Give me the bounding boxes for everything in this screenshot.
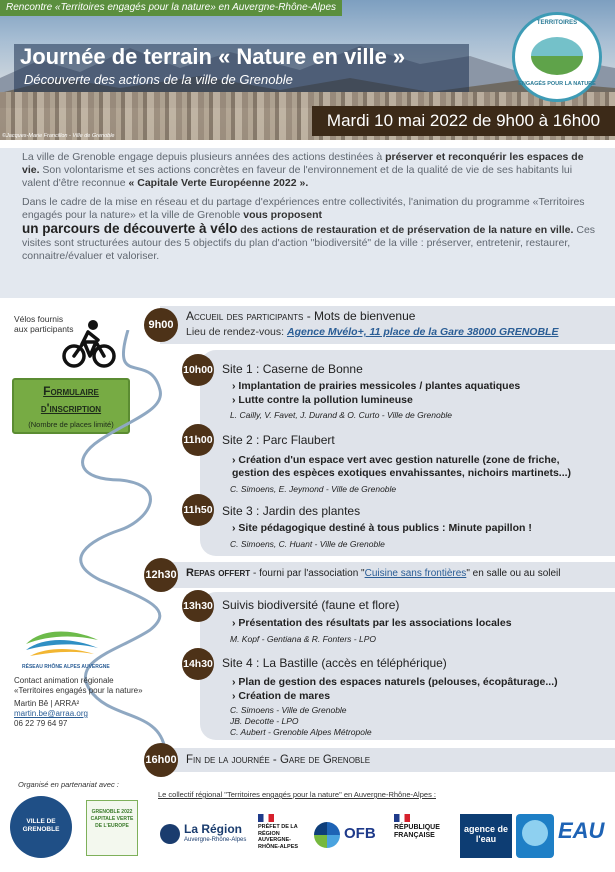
region-logo: La Région Auvergne-Rhône-Alpes: [160, 820, 252, 850]
page-title: Journée de terrain « Nature en ville »: [20, 44, 406, 69]
site1-title: Site 1 : Caserne de Bonne: [222, 362, 363, 376]
logo-top-text: TERRITOIRES: [536, 20, 578, 26]
flag-icon: [394, 814, 410, 822]
cuisine-link[interactable]: Cuisine sans frontières: [364, 568, 467, 579]
site4-bullet-2: › Création de mares: [232, 690, 331, 702]
prefet-logo: PRÉFET DE LA RÉGION AUVERGNE-RHÔNE-ALPES: [258, 814, 310, 856]
contact-block: Contact animation régionale «Territoires engagés pour la nature» Martin Bê | ARRA² martin.be@arraa.org 06 22 79 64 97: [14, 676, 143, 728]
time-badge-accueil: 9h00: [144, 308, 178, 342]
site4-author-3: C. Aubert - Grenoble Alpes Métropole: [230, 727, 372, 737]
site1-authors: L. Cailly, V. Favet, J. Durand & O. Curto - Ville de Grenoble: [230, 410, 453, 420]
fin-title: Fin de la journée - Gare de Grenoble: [186, 754, 371, 766]
contact-email-link[interactable]: martin.be@arraa.org: [14, 709, 88, 718]
velos-note: Vélos fournis aux participants: [14, 314, 74, 334]
territoires-engages-logo: [512, 12, 602, 102]
site2-title: Site 2 : Parc Flaubert: [222, 433, 335, 447]
site4-bullet-1: › Plan de gestion des espaces naturels (pelouses, écopâturage...): [232, 676, 558, 688]
ofb-logo: OFB: [314, 822, 388, 850]
event-banner: Rencontre «Territoires engagés pour la nature» en Auvergne-Rhône-Alpes: [0, 0, 342, 16]
time-badge-fin: 16h00: [144, 743, 178, 777]
event-date: Mardi 10 mai 2022 de 9h00 à 16h00: [312, 106, 615, 136]
accueil-location: Lieu de rendez-vous: Agence Mvélo+, 11 place de la Gare 38000 GRENOBLE: [186, 326, 559, 338]
suivis-authors: M. Kopf - Gentiana & R. Fonters - LPO: [230, 634, 376, 644]
arra-logo: [22, 622, 102, 662]
agence-eau-logo-1: agence de l'eau: [460, 814, 512, 858]
site4-title: Site 4 : La Bastille (accès en téléphérique): [222, 656, 447, 670]
site3-bullet-1: › Site pédagogique destiné à tous publics : Minute papillon !: [232, 522, 532, 534]
location-link[interactable]: Agence Mvélo+, 11 place de la Gare 38000 GRENOBLE: [286, 326, 559, 338]
page-subtitle: Découverte des actions de la ville de Grenoble: [24, 72, 293, 87]
time-badge-suivis: 13h30: [182, 590, 214, 622]
site4-author-1: C. Simoens - Ville de Grenoble: [230, 705, 347, 715]
form-label-1: Formulaire: [43, 384, 99, 398]
ville-grenoble-logo: VILLE DE GRENOBLE: [10, 796, 72, 858]
form-note: (Nombre de places limité): [28, 420, 114, 429]
intro-paragraph-1: La ville de Grenoble engage depuis plusieurs années des actions destinées à préserver et reconquérir les espaces de vie. Son volontarisme et ses actions concrètes en faveur de l'environnement et de la qualité de vie de ses habitants lui valent d'être reconnue « Capitale Verte Européenne 2022 ».: [22, 151, 584, 189]
time-badge-site2: 11h00: [182, 424, 214, 456]
site2-bullet-1: › Création d'un espace vert avec gestion naturelle (zone de friche,: [232, 454, 560, 466]
suivis-title: Suivis biodiversité (faune et flore): [222, 598, 400, 612]
intro-text: [22, 151, 600, 269]
time-badge-site3: 11h50: [182, 494, 214, 526]
accueil-title: Accueil des participants - Mots de bienvenue: [186, 309, 416, 323]
arra-label: RÉSEAU RHÔNE ALPES AUVERGNE: [22, 664, 110, 670]
agence-eau-logo-2: [516, 814, 554, 858]
repas-title: Repas offert - fourni par l'association "Cuisine sans frontières" en salle ou au soleil: [186, 567, 561, 579]
logo-landscape-icon: [531, 37, 583, 75]
photo-credit: ©Jacques-Marie Francillon - Ville de Grenoble: [2, 133, 115, 139]
suivis-bullet-1: › Présentation des résultats par les associations locales: [232, 617, 512, 629]
flag-icon: [258, 814, 274, 822]
site4-author-2: JB. Decotte - LPO: [230, 716, 299, 726]
site2-bullet-2: gestion des espèces exotiques envahissantes, nichoirs martinets...): [232, 467, 572, 479]
site2-authors: C. Simoens, E. Jeymond - Ville de Grenoble: [230, 484, 397, 494]
partners-label: Organisé en partenariat avec :: [18, 780, 119, 789]
form-label-2: d'inscription: [40, 401, 102, 415]
contact-phone: 06 22 79 64 97: [14, 719, 68, 728]
drop-icon: [522, 820, 548, 846]
logo-bottom-text: ENGAGÉS POUR LA NATURE: [518, 81, 596, 87]
capitale-verte-logo: GRENOBLE 2022 CAPITALE VERTE DE L'EUROPE: [86, 800, 138, 856]
time-badge-site1: 10h00: [182, 354, 214, 386]
collectif-label: Le collectif régional "Territoires engagés pour la nature" en Auvergne-Rhône-Alpes :: [158, 790, 436, 799]
site3-title: Site 3 : Jardin des plantes: [222, 504, 361, 518]
intro-paragraph-2: Dans le cadre de la mise en réseau et du partage d'expériences entre collectivités, l'animation du programme «Territoires engagés pour la nature» et la ville de Grenoble vous proposent un parcours de découverte à vélo des actions de restauration et de préservation de la nature en ville. Ces visites sont structurées autour des 5 objectifs du plan d'action "biodiversité" de la ville : préserver, entretenir, restaurer, connaitre/évaluer et valoriser.: [22, 196, 596, 262]
site3-authors: C. Simoens, C. Huant - Ville de Grenoble: [230, 539, 385, 549]
site1-bullet-1: › Implantation de prairies messicoles / plantes aquatiques: [232, 380, 521, 392]
site1-bullet-2: › Lutte contre la pollution lumineuse: [232, 394, 413, 406]
region-icon: [160, 824, 180, 844]
republique-logo: RÉPUBLIQUE FRANÇAISE: [394, 814, 454, 854]
time-badge-repas: 12h30: [144, 558, 178, 592]
eau-logo: EAU: [558, 818, 605, 843]
time-badge-site4: 14h30: [182, 648, 214, 680]
ofb-icon: [314, 822, 340, 848]
